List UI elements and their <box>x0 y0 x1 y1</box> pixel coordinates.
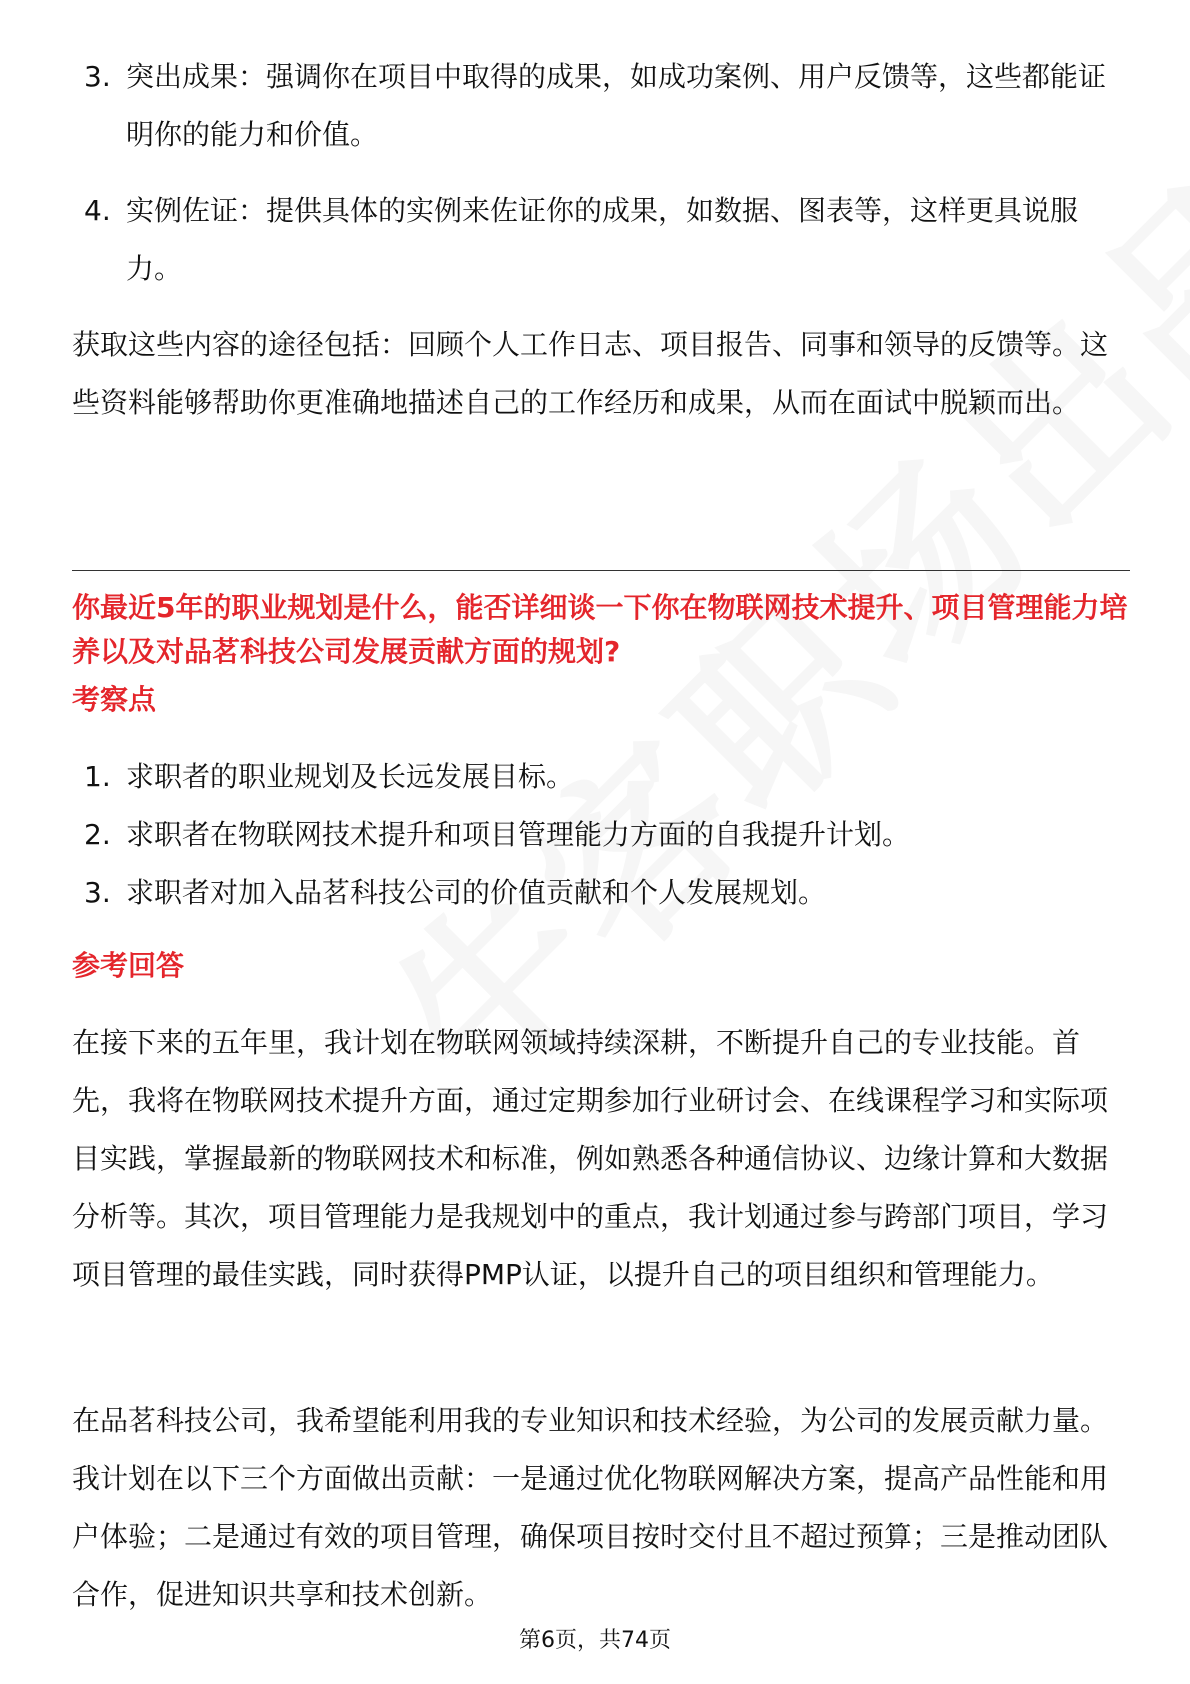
answer-paragraph: 在品茗科技公司，我希望能利用我的专业知识和技术经验，为公司的发展贡献力量。我计划在以下三个方面做出贡献：一是通过优化物联网解决方案，提高产品性能和用户体验；二是通过有效的项目管理，确保项目按时交付且不超过预算；三是推动团队合作，促进知识共享和技术创新。 <box>72 1404 1109 1611</box>
list-item-text: 求职者在物联网技术提升和项目管理能力方面的自我提升计划。 <box>126 818 911 851</box>
list-item <box>84 48 1124 164</box>
list-item-number: 3. <box>84 60 111 93</box>
list-item-text: 突出成果：强调你在项目中取得的成果，如成功案例、用户反馈等，这些都能证明你的能力和价值。 <box>126 60 1107 151</box>
section-title-focus: 考察点 <box>72 683 157 716</box>
list-item <box>84 864 1124 922</box>
divider <box>72 570 1130 571</box>
section-title-answer: 参考回答 <box>72 949 185 982</box>
list-item <box>84 806 1124 864</box>
list-item-text: 求职者对加入品茗科技公司的价值贡献和个人发展规划。 <box>126 876 827 909</box>
list-item-number: 1. <box>84 760 111 793</box>
paragraph: 获取这些内容的途径包括：回顾个人工作日志、项目报告、同事和领导的反馈等。这些资料能够帮助你更准确地描述自己的工作经历和成果，从而在面试中脱颖而出。 <box>72 328 1109 419</box>
list-item-number: 4. <box>84 194 111 227</box>
list-item <box>84 182 1124 298</box>
list-item-text: 求职者的职业规划及长远发展目标。 <box>126 760 575 793</box>
list-item-number: 3. <box>84 876 111 909</box>
page-footer: 第6页，共74页 <box>519 1628 671 1653</box>
answer-paragraph: 在接下来的五年里，我计划在物联网领域持续深耕，不断提升自己的专业技能。首先，我将在物联网技术提升方面，通过定期参加行业研讨会、在线课程学习和实际项目实践，掌握最新的物联网技术和标准，例如熟悉各种通信协议、边缘计算和大数据分析等。其次，项目管理能力是我规划中的重点，我计划通过参与跨部门项目，学习项目管理的最佳实践，同时获得PMP认证，以提升自己的项目组织和管理能力。 <box>72 1026 1109 1291</box>
list-item <box>84 748 1124 806</box>
list-item-number: 2. <box>84 818 111 851</box>
question-heading: 你最近5年的职业规划是什么，能否详细谈一下你在物联网技术提升、项目管理能力培养以及对品茗科技公司发展贡献方面的规划? <box>72 591 1128 668</box>
list-item-text: 实例佐证：提供具体的实例来佐证你的成果，如数据、图表等，这样更具说服力。 <box>126 194 1079 285</box>
